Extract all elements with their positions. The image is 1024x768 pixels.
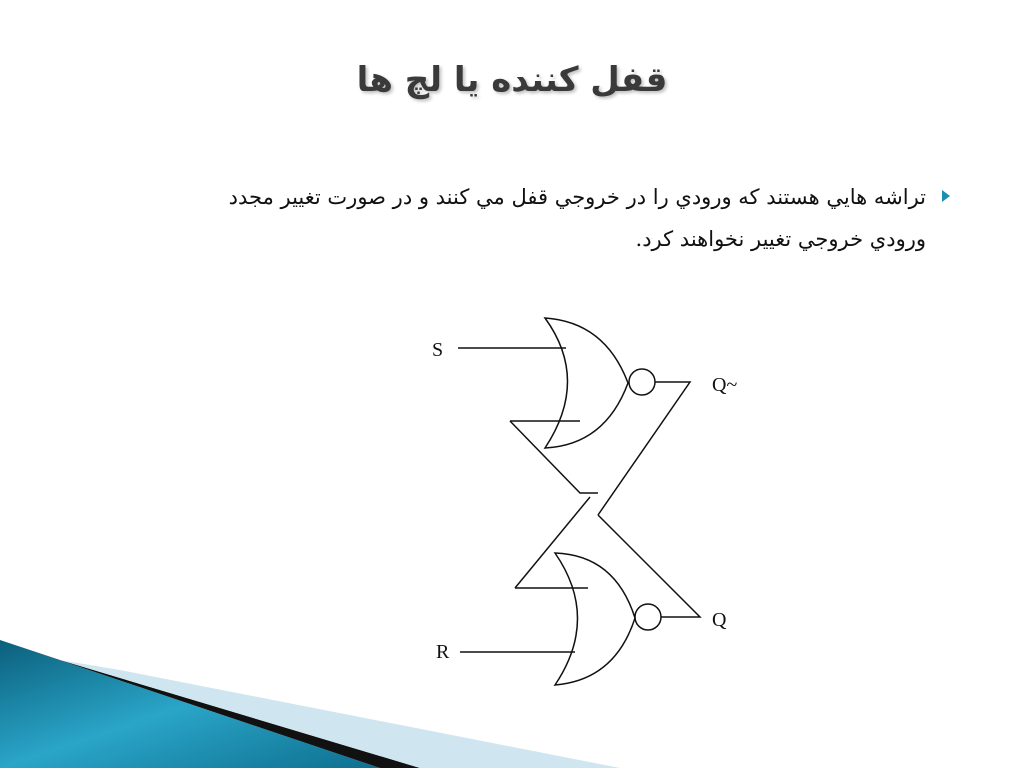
label-q: Q [712, 609, 727, 631]
bullet-line-1: تراشه هايي هستند كه ورودي را در خروجي قفل مي كنند و در صورت تغيير مجدد [228, 185, 926, 209]
label-s: S [432, 339, 444, 361]
label-r: R [436, 641, 450, 663]
bullet-line-2: ورودي خروجي تغيير نخواهند كرد. [635, 227, 926, 251]
slide-title: قفل كننده يا لچ ها [356, 60, 668, 100]
label-q-not: Q~ [712, 374, 738, 396]
